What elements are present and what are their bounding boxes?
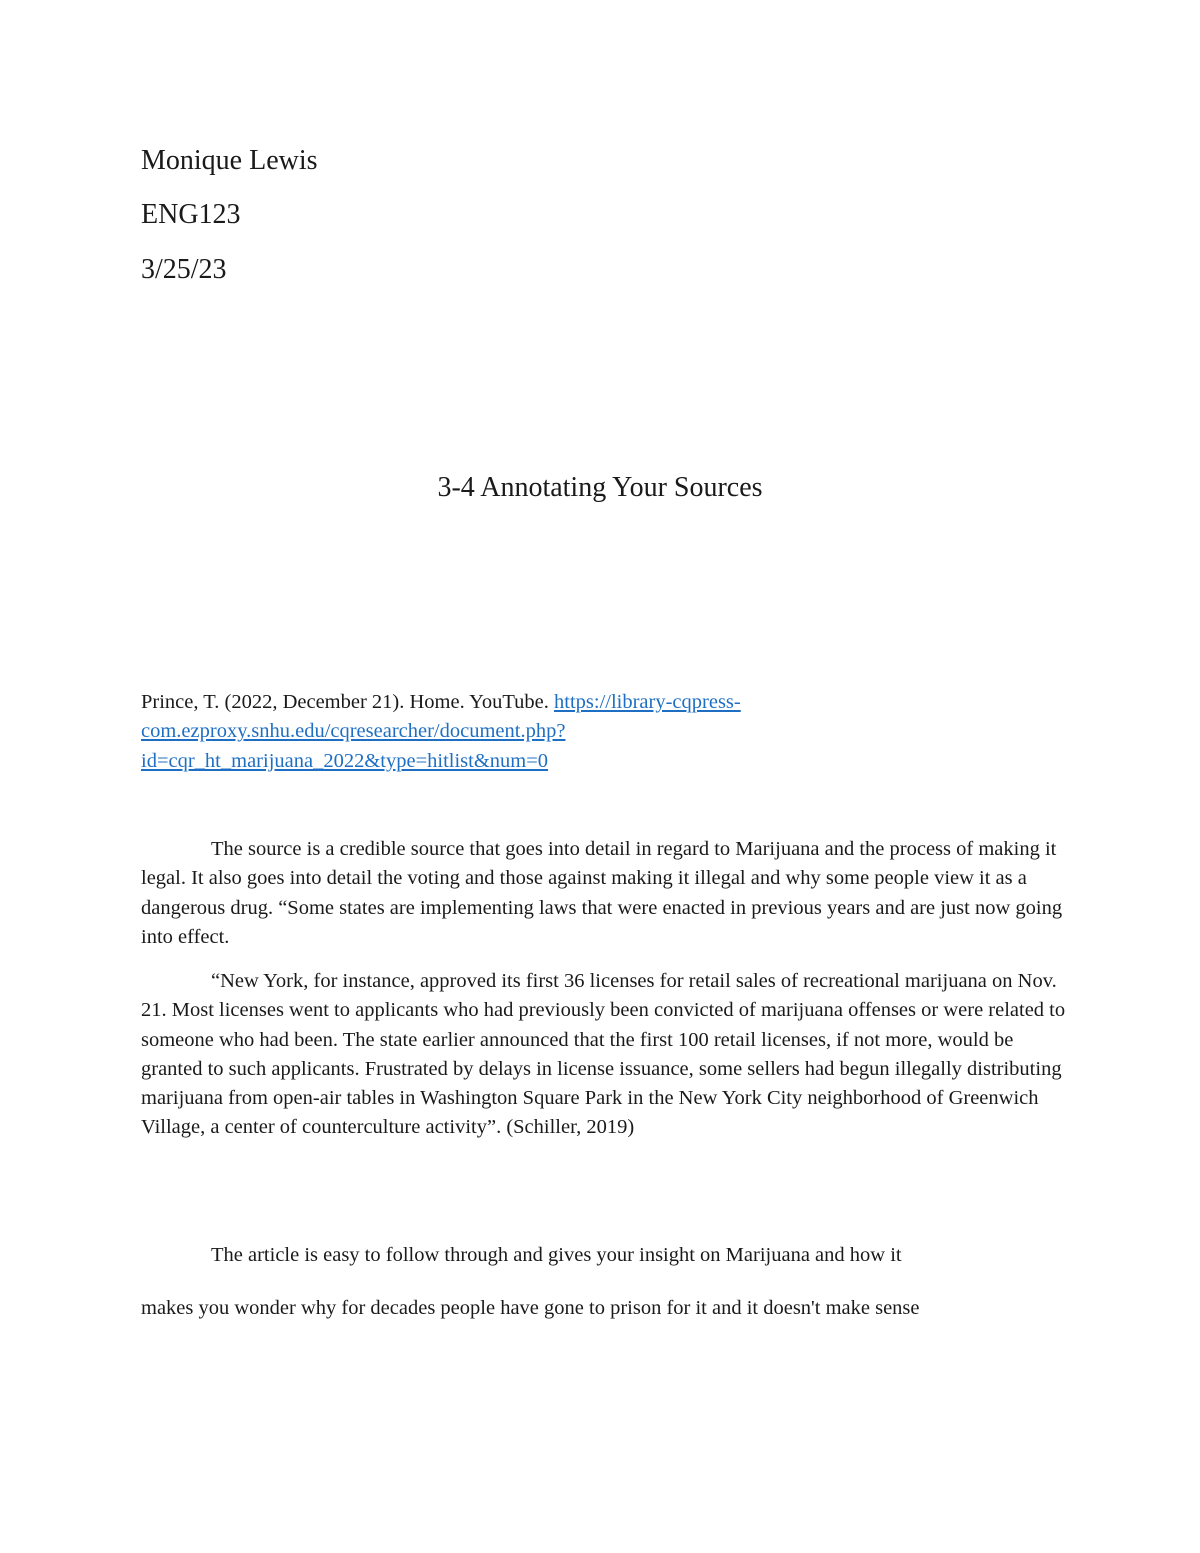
annotation-paragraph-2-line-1: The article is easy to follow through and gives your insight on Marijuana and how it [211, 1244, 902, 1266]
citation-text: Prince, T. (2022, December 21). Home. YouTube. [141, 691, 554, 713]
citation-link-line-2[interactable]: com.ezproxy.snhu.edu/cqresearcher/document.php? [141, 720, 566, 743]
citation [141, 688, 1066, 776]
author-name: Monique Lewis [141, 145, 318, 176]
document-date: 3/25/23 [141, 254, 227, 285]
quoted-paragraph: “New York, for instance, approved its first 36 licenses for retail sales of recreational marijuana on Nov. 21. Most licenses went to applicants who had previously been convicted of marijuana offenses or were related to someone who had been. The state earlier announced that the first 100 retail licenses, if not more, would be granted to such applicants. Frustrated by delays in license issuance, some sellers had begun illegally distributing marijuana from open-air tables in Washington Square Park in the New York City neighborhood of Greenwich Village, a center of counterculture activity”. (Schiller, 2019) [141, 970, 1066, 1139]
page-title: 3-4 Annotating Your Sources [437, 472, 763, 503]
annotation-paragraph-2-line-2: makes you wonder why for decades people have gone to prison for it and it doesn't make sense [141, 1297, 920, 1319]
citation-link-line-3[interactable]: id=cqr_ht_marijuana_2022&type=hitlist&num=0 [141, 749, 549, 772]
course-code: ENG123 [141, 199, 241, 230]
annotation-paragraph-1: The source is a credible source that goes into detail in regard to Marijuana and the process of making it legal. It also goes into detail the voting and those against making it illegal and why some people view it as a dangerous drug. “Some states are implementing laws that were enacted in previous years and are just now going into effect. [141, 838, 1063, 948]
citation-link-line-1[interactable]: https://library-cqpress- [554, 691, 741, 713]
